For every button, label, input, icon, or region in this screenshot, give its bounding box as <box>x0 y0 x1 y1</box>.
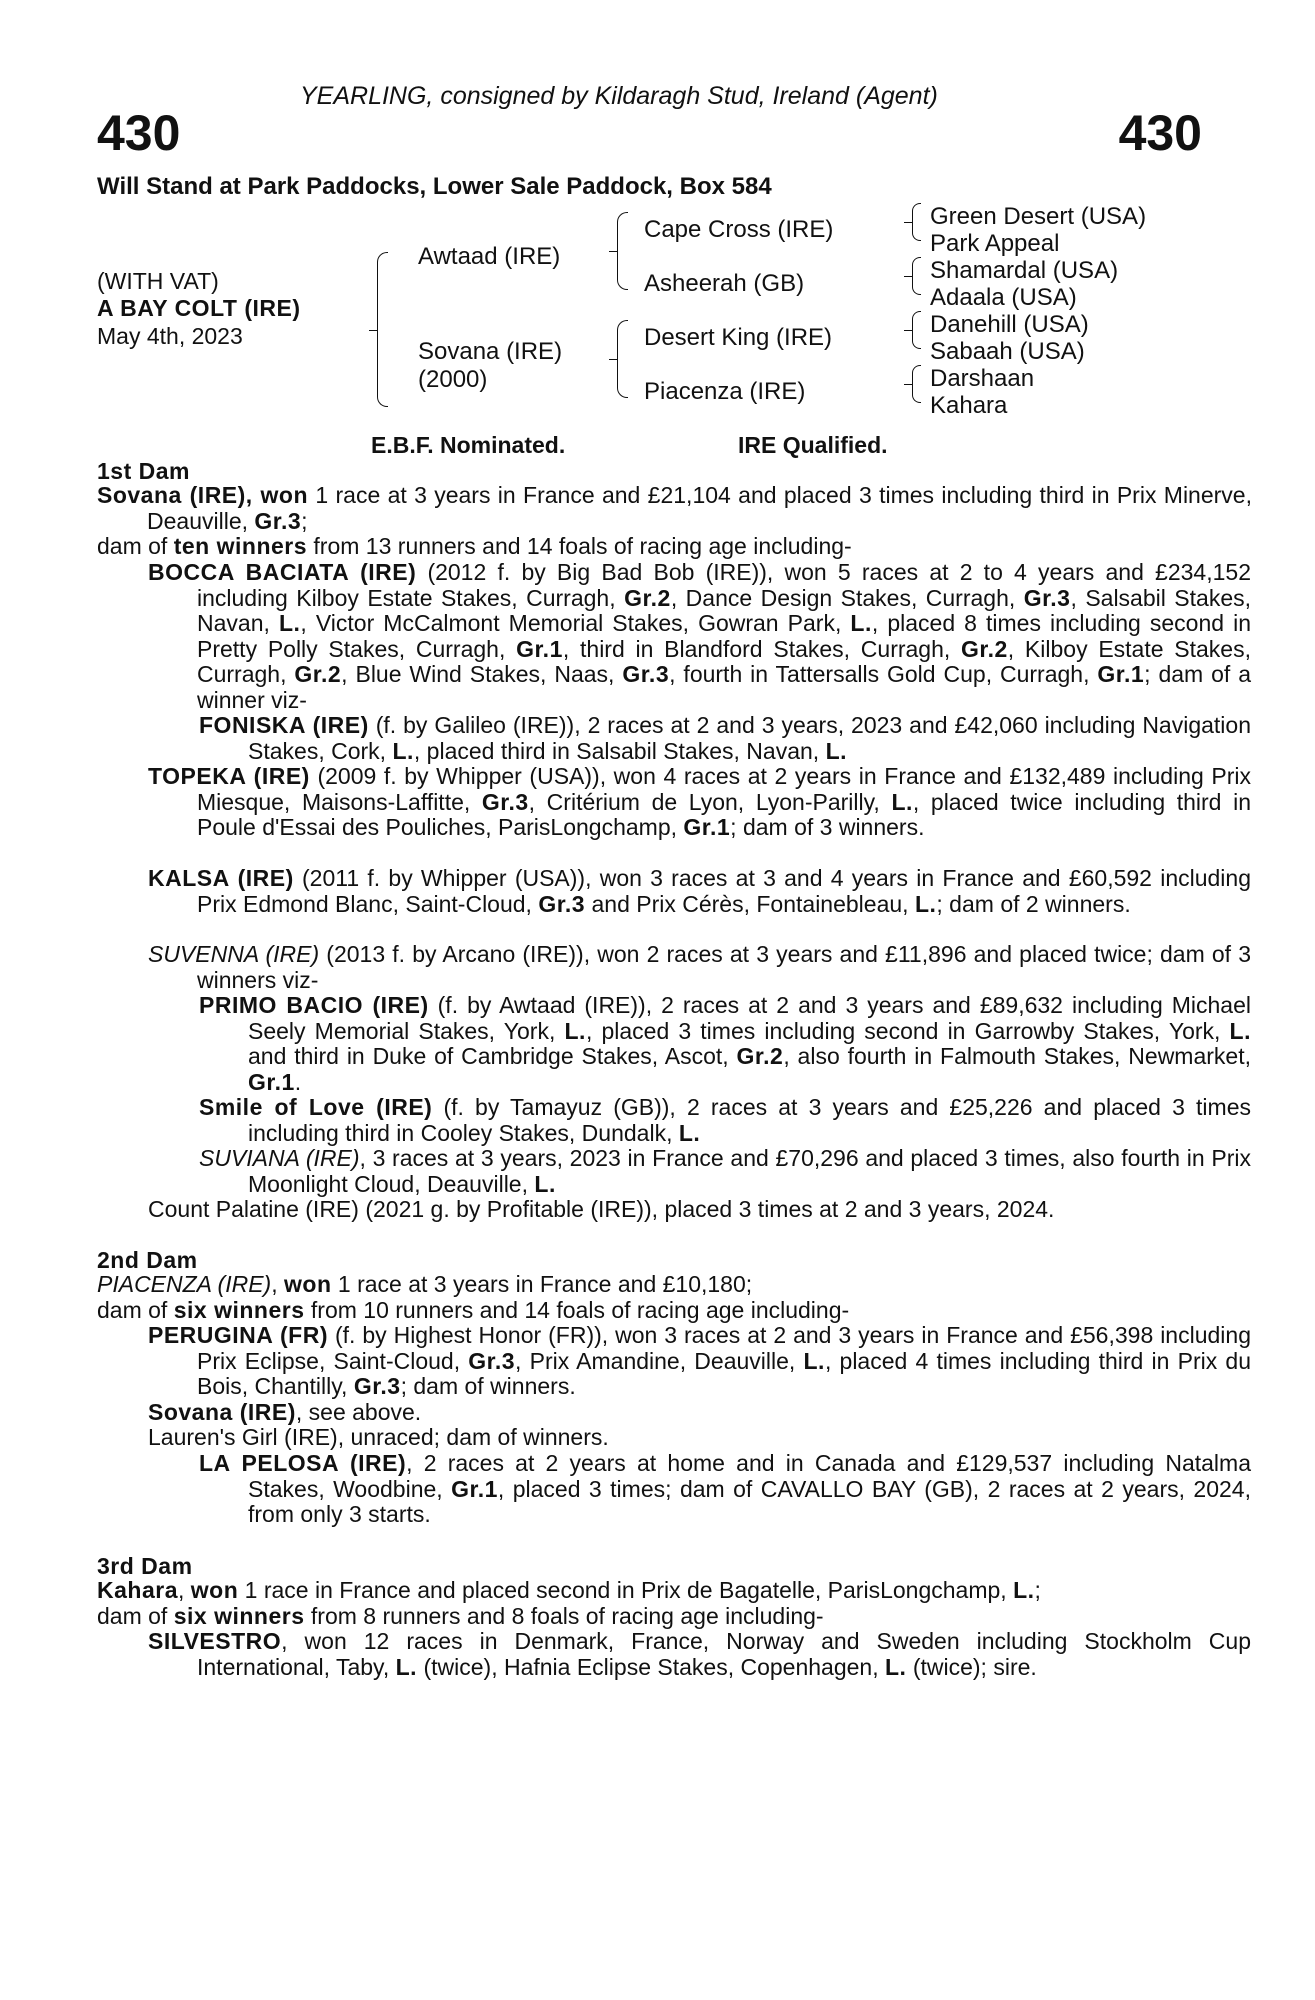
race-grade: L. <box>534 1170 556 1197</box>
pedigree-sire: Awtaad (IRE) <box>418 243 561 270</box>
race-grade: L. <box>803 1347 825 1374</box>
second-dam-produce-pre: dam of <box>97 1297 174 1323</box>
progeny-record: (f. by Awtaad (IRE)), 2 races at 2 and 3 years and £89,632 including Michael Seely Memorial Stakes, York, L., placed 3 times including second in Garrowby Stakes, York, L. and third in Duke of Cambridge Stakes, Ascot, Gr.2, also fourth in Falmouth Stakes, Newmarket, Gr.1. <box>248 992 1251 1095</box>
pedigree-brace-sire <box>617 212 628 290</box>
pedigree-dam-dam: Piacenza (IRE) <box>644 378 806 405</box>
race-grade: L. <box>278 610 301 636</box>
race-grade: Gr.1 <box>248 1068 295 1095</box>
pedigree-dss: Danehill (USA) <box>930 311 1089 338</box>
progeny-name: SILVESTRO <box>148 1628 282 1654</box>
progeny-record: (f. by Galileo (IRE)), 2 races at 2 and 3 years, 2023 and £42,060 including Navigation Stakes, Cork, L., placed third in Salsabil Stakes, Navan, L. <box>248 712 1251 764</box>
pedigree-brace-sd <box>912 257 921 295</box>
progeny-name: Smile of Love (IRE) <box>199 1094 433 1120</box>
race-grade: Gr.3 <box>1023 584 1071 611</box>
progeny-name: Sovana (IRE) <box>148 1399 296 1425</box>
second-dam-intro: PIACENZA (IRE), won 1 race at 3 years in France and £10,180; <box>97 1271 753 1297</box>
race-grade: L. <box>1229 1017 1251 1044</box>
progeny-name: SUVENNA (IRE) <box>148 941 320 967</box>
race-grade: Gr.2 <box>961 635 1008 662</box>
first-dam-punct: ; <box>301 507 308 534</box>
progeny-name: FONISKA (IRE) <box>199 712 369 738</box>
pedigree-sire-dam: Asheerah (GB) <box>644 270 805 297</box>
race-grade: Gr.1 <box>1097 661 1145 687</box>
second-dam-record: 1 race at 3 years in France and £10,180; <box>331 1271 753 1297</box>
pedigree-brace-ss <box>912 203 921 241</box>
first-dam-produce-summary <box>97 534 1202 560</box>
consignment-line: YEARLING, consigned by Kildaragh Stud, Ireland (Agent) <box>300 82 938 110</box>
progeny-record: , unraced; dam of winners. <box>337 1424 609 1450</box>
progeny-record: (f. by Highest Honor (FR)), won 3 races at 2 and 3 years in France and £56,398 including Prix Eclipse, Saint-Cloud, Gr.3, Prix Amandine, Deauville, L., placed 4 times including third in Prix du Bois, Chantilly, Gr.3; dam of winners. <box>197 1322 1251 1399</box>
progeny-entry <box>148 1425 1251 1451</box>
first-dam-name: Sovana (IRE), won <box>97 482 309 508</box>
third-dam-won: won <box>190 1577 239 1603</box>
first-dam-intro <box>97 483 1252 534</box>
race-grade: L. <box>678 1119 701 1146</box>
pedigree-ssd: Park Appeal <box>930 230 1060 257</box>
progeny-record: (2012 f. by Big Bad Bob (IRE)), won 5 races at 2 to 4 years and £234,152 including Kilboy Estate Stakes, Curragh, Gr.2, Dance Design Stakes, Curragh, Gr.3, Salsabil Stakes, Navan, L., Victor McCalmont Memorial Stakes, Gowran Park, L., placed 8 times including second in Pretty Polly Stakes, Curragh, Gr.1, third in Blandford Stakes, Curragh, Gr.2, Kilboy Estate Stakes, Curragh, Gr.2, Blue Wind Stakes, Naas, Gr.3, fourth in Tattersalls Gold Cup, Curragh, Gr.1; dam of a winner viz- <box>197 559 1252 713</box>
first-dam-grade: Gr.3 <box>254 507 302 534</box>
race-grade: L. <box>392 737 414 764</box>
ire-qualified: IRE Qualified. <box>738 432 888 458</box>
progeny-record: (2013 f. by Arcano (IRE)), won 2 races at 3 years and £11,896 and placed twice; dam of 3 winners viz- <box>197 941 1252 993</box>
progeny-name: BOCCA BACIATA (IRE) <box>148 559 417 585</box>
race-grade: Gr.3 <box>622 661 670 687</box>
first-dam-record: 1 race at 3 years in France and £21,104 and placed 3 times including third in Prix Minerve, Deauville, <box>147 482 1252 534</box>
progeny-name: KALSA (IRE) <box>148 865 294 891</box>
race-grade: L. <box>1013 1577 1035 1603</box>
third-dam-intro: Kahara, won 1 race in France and placed second in Prix de Bagatelle, ParisLongchamp, L.; <box>97 1577 1041 1603</box>
third-dam-record: 1 race in France and placed second in Prix de Bagatelle, ParisLongchamp, L.; <box>238 1577 1041 1603</box>
race-grade: L. <box>850 610 872 636</box>
progeny-record: (2011 f. by Whipper (USA)), won 3 races at 3 and 4 years in France and £60,592 including Prix Edmond Blanc, Saint-Cloud, Gr.3 and Prix Cérès, Fontainebleau, L.; dam of 2 winners. <box>197 865 1251 917</box>
race-grade: Gr.3 <box>481 788 529 815</box>
third-dam-winners-count: six winners <box>173 1603 305 1629</box>
second-dam-winners-count: six winners <box>173 1297 305 1323</box>
progeny-name: TOPEKA (IRE) <box>148 763 310 789</box>
pedigree-brace-ds <box>912 311 921 349</box>
race-grade: L. <box>914 890 937 917</box>
progeny-name: SUVIANA (IRE) <box>199 1145 360 1171</box>
progeny-entry <box>148 764 1251 841</box>
race-grade: Gr.1 <box>451 1475 498 1502</box>
progeny-entry <box>148 1400 1251 1426</box>
ebf-nominated: E.B.F. Nominated. <box>371 432 566 458</box>
progeny-record: , 3 races at 3 years, 2023 in France and £70,296 and placed 3 times, also fourth in Prix Moonlight Cloud, Deauville, L. <box>248 1145 1251 1197</box>
subject-name <box>97 295 301 322</box>
first-dam-produce-pre: dam of <box>97 533 174 559</box>
progeny-entry <box>148 1323 1251 1400</box>
progeny-record: (2021 g. by Profitable (IRE)), placed 3 times at 2 and 3 years, 2024. <box>358 1196 1055 1222</box>
lot-number-right: 430 <box>1118 105 1202 161</box>
progeny-entry <box>148 866 1251 917</box>
progeny-name: Count Palatine (IRE) <box>148 1196 359 1222</box>
progeny-record: , see above. <box>295 1399 422 1425</box>
progeny-name: PERUGINA (FR) <box>148 1322 328 1348</box>
race-grade: L. <box>395 1653 418 1680</box>
race-grade: Gr.2 <box>624 584 671 611</box>
race-grade: Gr.1 <box>516 635 563 662</box>
progeny-name: LA PELOSA (IRE) <box>199 1450 407 1476</box>
pedigree-sss: Green Desert (USA) <box>930 203 1147 230</box>
progeny-entry <box>199 1146 1251 1197</box>
race-grade: Gr.2 <box>736 1043 784 1069</box>
subject-dob: May 4th, 2023 <box>97 323 243 349</box>
progeny-record: , won 12 races in Denmark, France, Norway and Sweden including Stockholm Cup International, Taby, L. (twice), Hafnia Eclipse Stakes, Copenhagen, L. (twice); sire. <box>197 1628 1251 1680</box>
progeny-entry <box>199 1095 1251 1146</box>
subject-name-text: A BAY COLT (IRE) <box>97 295 301 321</box>
pedigree-sire-sire: Cape Cross (IRE) <box>644 216 834 243</box>
pedigree-dds: Darshaan <box>930 365 1035 392</box>
lot-number-left: 430 <box>97 105 181 161</box>
pedigree-sds: Shamardal (USA) <box>930 257 1119 284</box>
third-dam-name: Kahara <box>97 1577 178 1603</box>
progeny-record: (2009 f. by Whipper (USA)), won 4 races at 2 years in France and £132,489 including Prix Miesque, Maisons-Laffitte, Gr.3, Critérium de Lyon, Lyon-Parilly, L., placed twice including third in Poule d'Essai des Pouliches, ParisLongchamp, Gr.1; dam of 3 winners. <box>197 763 1251 840</box>
progeny-record: (f. by Tamayuz (GB)), 2 races at 3 years and £25,226 and placed 3 times including third in Cooley Stakes, Dundalk, L. <box>248 1094 1251 1146</box>
second-dam-won: won <box>284 1271 332 1297</box>
pedigree-dam-sire: Desert King (IRE) <box>644 324 833 351</box>
vat-note: (WITH VAT) <box>97 268 219 294</box>
race-grade: Gr.1 <box>683 814 731 840</box>
race-grade: L. <box>891 788 913 815</box>
pedigree-dam-year: (2000) <box>418 366 488 393</box>
second-dam-heading: 2nd Dam <box>97 1247 198 1273</box>
third-dam-produce-post: from 8 runners and 8 foals of racing age including- <box>304 1603 824 1629</box>
first-dam-produce-post: from 13 runners and 14 foals of racing age including- <box>307 533 852 559</box>
third-dam-produce-pre: dam of <box>97 1603 174 1629</box>
progeny-record: , 2 races at 2 years at home and in Canada and £129,537 including Natalma Stakes, Woodbine, Gr.1, placed 3 times; dam of CAVALLO BAY (GB), 2 races at 2 years, 2024, from only 3 starts. <box>248 1450 1251 1527</box>
pedigree-brace-dam <box>617 320 628 398</box>
progeny-entry <box>199 1451 1251 1528</box>
race-grade: L. <box>884 1653 907 1680</box>
pedigree-ddd: Kahara <box>930 392 1008 419</box>
stand-location: Will Stand at Park Paddocks, Lower Sale Paddock, Box 584 <box>97 173 772 200</box>
race-grade: Gr.3 <box>538 890 586 917</box>
race-grade: Gr.3 <box>468 1347 516 1374</box>
progeny-entry <box>148 560 1251 713</box>
second-dam-produce-summary <box>97 1298 1202 1324</box>
pedigree-brace-main <box>377 252 388 407</box>
pedigree-brace-dd <box>912 365 921 403</box>
third-dam-produce-summary <box>97 1604 1202 1630</box>
progeny-entry <box>148 1197 1251 1223</box>
progeny-name: PRIMO BACIO (IRE) <box>199 992 429 1018</box>
first-dam-winners-count: ten winners <box>173 533 308 559</box>
second-dam-produce-post: from 10 runners and 14 foals of racing age including- <box>304 1297 850 1323</box>
progeny-entry <box>199 713 1251 764</box>
progeny-entry <box>148 1629 1251 1680</box>
race-grade: L. <box>825 737 848 764</box>
race-grade: Gr.3 <box>353 1373 401 1399</box>
third-dam-heading: 3rd Dam <box>97 1553 193 1579</box>
first-dam-heading: 1st Dam <box>97 458 190 484</box>
second-dam-name: PIACENZA (IRE) <box>97 1271 272 1297</box>
pedigree-dam: Sovana (IRE) <box>418 338 563 365</box>
progeny-entry <box>199 993 1251 1095</box>
progeny-name: Lauren's Girl (IRE) <box>148 1424 338 1450</box>
progeny-entry <box>148 942 1251 993</box>
pedigree-dsd: Sabaah (USA) <box>930 338 1085 365</box>
race-grade: L. <box>564 1017 586 1044</box>
pedigree-sdd: Adaala (USA) <box>930 284 1077 311</box>
race-grade: Gr.2 <box>294 661 342 687</box>
